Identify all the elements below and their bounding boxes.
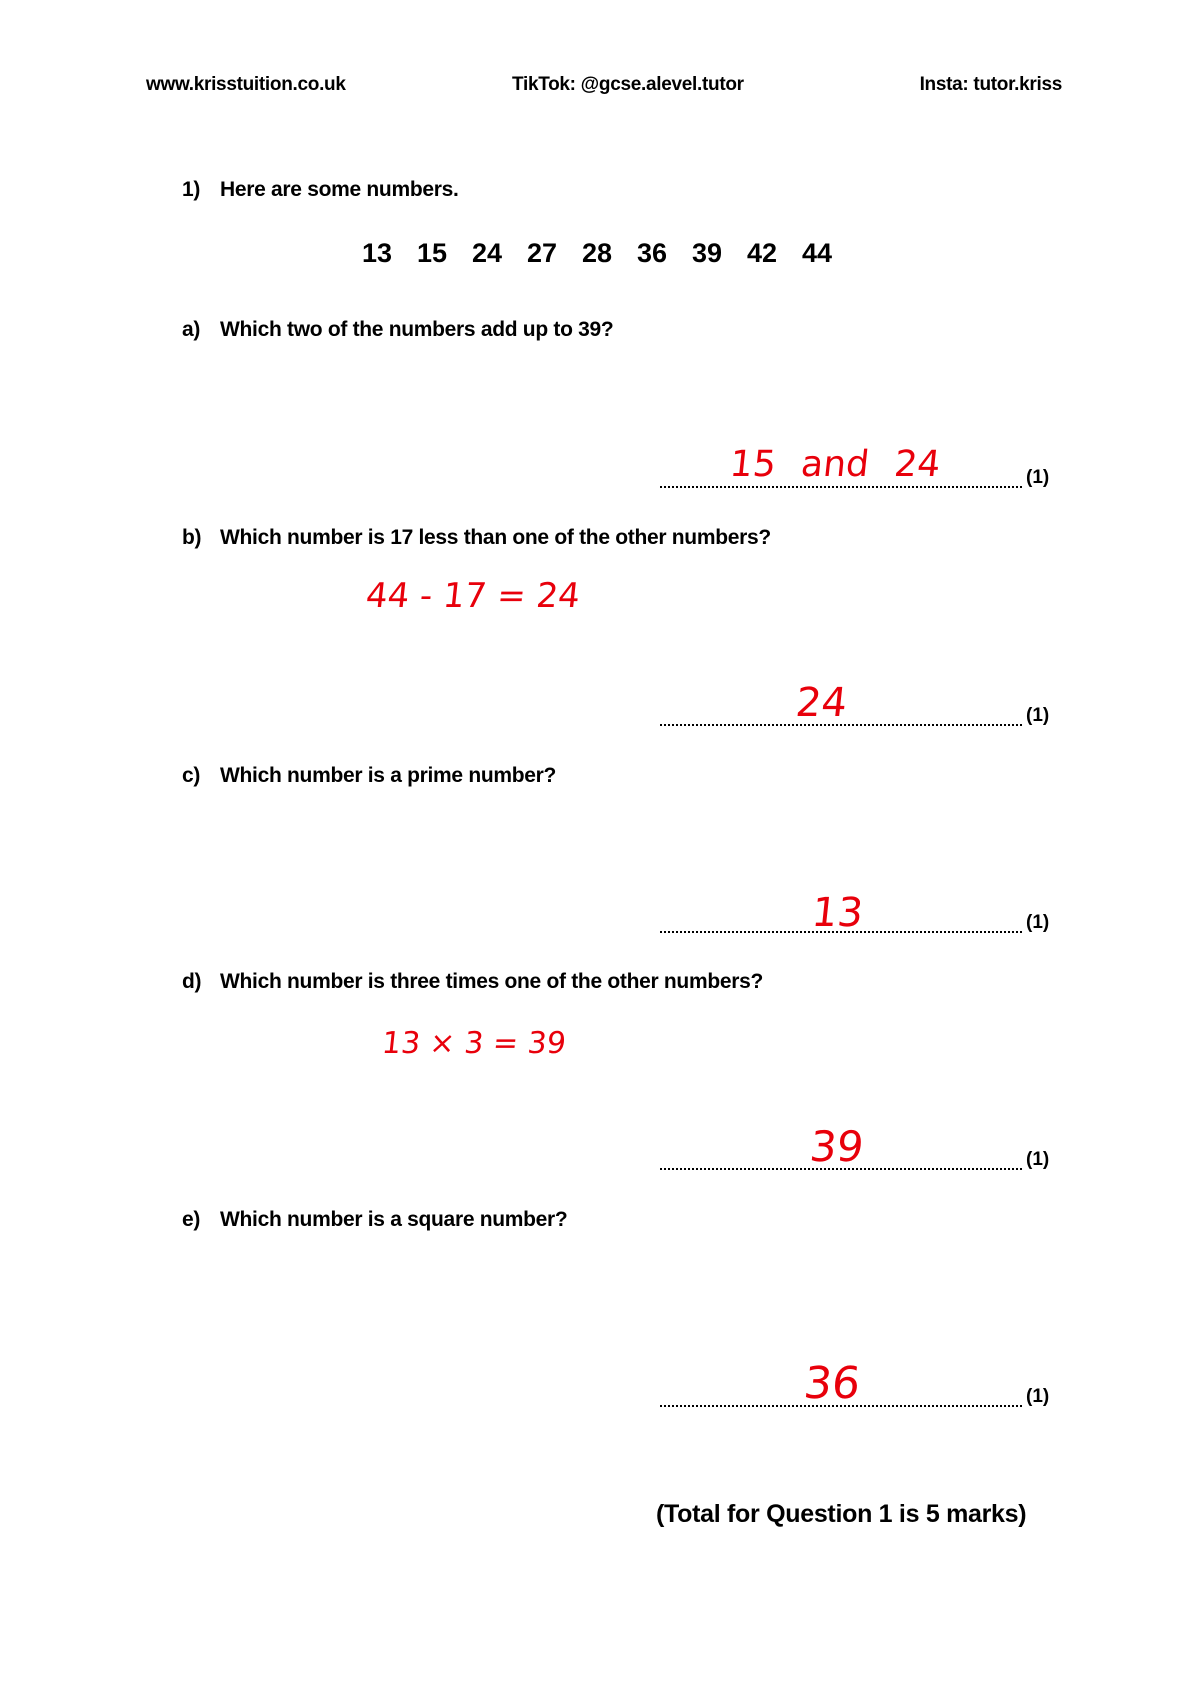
part-b-label: b) — [182, 526, 202, 549]
part-e-text: Which number is a square number? — [220, 1208, 568, 1231]
part-d-label: d) — [182, 970, 202, 993]
part-e-handwritten-answer: 36 — [801, 1358, 863, 1409]
part-b-handwritten-working: 44 - 17 = 24 — [363, 576, 582, 616]
part-b-question — [182, 526, 771, 550]
part-c-marks: (1) — [1026, 912, 1050, 933]
number-list — [362, 238, 857, 269]
part-d-marks: (1) — [1026, 1149, 1050, 1170]
part-e-label: e) — [182, 1208, 201, 1231]
number-item: 15 — [417, 238, 448, 268]
total-marks: (Total for Question 1 is 5 marks) — [656, 1500, 1027, 1528]
part-a-question — [182, 318, 613, 342]
part-d-text: Which number is three times one of the other numbers? — [220, 970, 764, 993]
header-website: www.krisstuition.co.uk — [146, 74, 346, 95]
question-intro — [182, 178, 459, 202]
number-item: 39 — [692, 238, 723, 268]
part-d-question — [182, 970, 763, 994]
part-a-handwritten-answer: 15 and 24 — [727, 444, 943, 485]
part-e-question — [182, 1208, 567, 1232]
part-d-answer-line — [660, 1168, 1022, 1170]
part-b-marks: (1) — [1026, 705, 1050, 726]
header-tiktok: TikTok: @gcse.alevel.tutor — [512, 74, 744, 95]
part-a-marks: (1) — [1026, 467, 1050, 488]
part-b-answer-line — [660, 724, 1022, 726]
number-item: 27 — [527, 238, 558, 268]
part-b-text: Which number is 17 less than one of the other numbers? — [220, 526, 771, 549]
part-c-answer-line — [660, 931, 1022, 933]
part-b-handwritten-answer: 24 — [793, 680, 850, 726]
header-insta: Insta: tutor.kriss — [919, 74, 1062, 95]
part-c-handwritten-answer: 13 — [809, 890, 866, 936]
number-item: 28 — [582, 238, 613, 268]
part-d-handwritten-working: 13 × 3 = 39 — [380, 1026, 568, 1061]
part-e-marks: (1) — [1026, 1386, 1050, 1407]
part-e-answer-line — [660, 1405, 1022, 1407]
part-a-text: Which two of the numbers add up to 39? — [220, 318, 614, 341]
number-item: 36 — [637, 238, 668, 268]
number-item: 13 — [362, 238, 393, 268]
part-c-text: Which number is a prime number? — [220, 764, 557, 787]
number-item: 24 — [472, 238, 503, 268]
number-item: 44 — [802, 238, 833, 268]
number-item: 42 — [747, 238, 778, 268]
part-a-answer-line — [660, 486, 1022, 488]
part-c-label: c) — [182, 764, 201, 787]
part-c-question — [182, 764, 556, 788]
part-d-handwritten-answer: 39 — [807, 1122, 867, 1171]
question-intro-text: Here are some numbers. — [220, 178, 459, 201]
part-a-label: a) — [182, 318, 201, 341]
question-number: 1) — [182, 178, 201, 201]
